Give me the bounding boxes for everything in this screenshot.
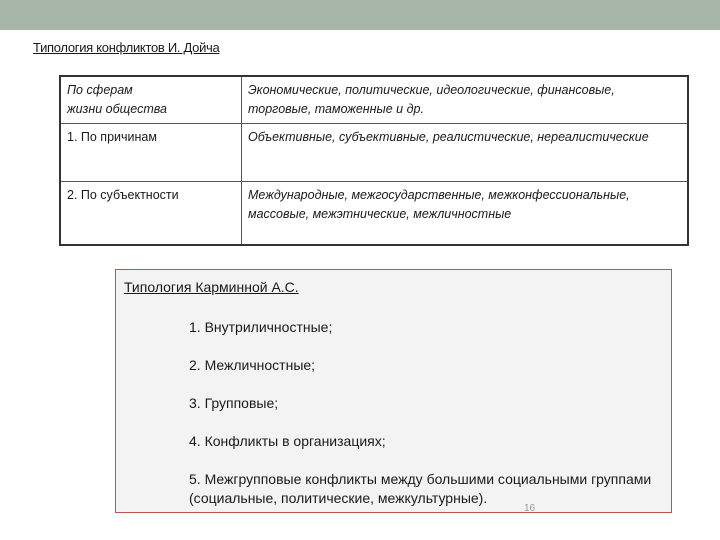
row-label-cell: 2. По субъектности: [60, 182, 242, 246]
row-label-cell: [60, 76, 242, 124]
list-item: 1. Внутриличностные;: [189, 319, 333, 335]
top-bar: [0, 0, 720, 30]
list-item: 5. Межгрупповые конфликты между большими социальными группами (социальные, политические, межкультурные).: [189, 471, 652, 506]
row-label-line2: жизни общества: [67, 102, 167, 116]
table-row: [60, 182, 688, 246]
list-item: 2. Межличностные;: [189, 357, 316, 373]
table-row: [60, 76, 688, 124]
table-row: [60, 124, 688, 182]
row-label-line1: По сферам: [67, 83, 133, 97]
deutsch-typology-table: [59, 75, 689, 246]
karminnaya-typology-title: Типология Карминной А.С.: [124, 279, 299, 295]
page-number: 16: [524, 503, 536, 514]
row-value-cell: Экономические, политические, идеологические, финансовые, торговые, таможенные и др.: [242, 76, 689, 124]
list-item: 4. Конфликты в организациях;: [189, 433, 386, 449]
row-value-cell: Международные, межгосударственные, межконфессиональные, массовые, межэтнические, межличностные: [242, 182, 689, 246]
row-value-cell: Объективные, субъективные, реалистические, нереалистические: [242, 124, 689, 182]
deutsch-typology-title: Типология конфликтов И. Дойча: [33, 40, 220, 55]
karminnaya-typology-box: [115, 269, 672, 513]
row-label-cell: 1. По причинам: [60, 124, 242, 182]
list-item: 3. Групповые;: [189, 395, 279, 411]
